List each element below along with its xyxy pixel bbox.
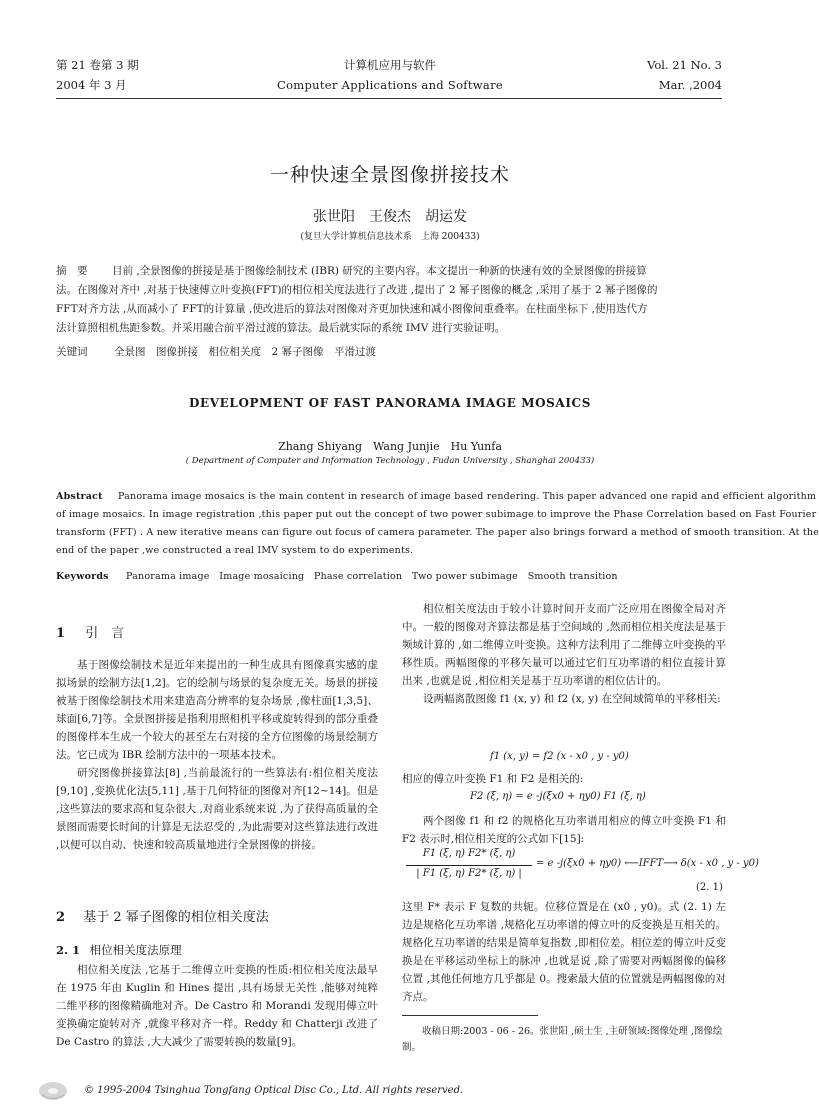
equation-1: f1 (x, y) = f2 (x - x0 , y - y0)	[490, 751, 629, 762]
section-2-heading	[56, 906, 269, 925]
right-para-5-text: 这里 F* 表示 F 复数的共轭。位移位置是在 (x0 , y0)。式 (2. 1) 左边是规格化互功率谱 ,规格化互功率谱的傅立叶的反变换是互相关的。规格化互功率谱的结果是简单复指数 ,即相位差。相位差的傅立叶反变换是在平移运动坐标上的脉冲 ,也就是说 ,除了需要对两幅图像的偏移位置 ,其他任何地方几乎都是 0。搜索最大值的位置就是两幅图像的对齐点。	[402, 901, 726, 1003]
authors-cn: 张世阳 王俊杰 胡运发	[313, 209, 467, 225]
footnote: 收稿日期:2003 - 06 - 26。张世阳 ,硕士生 ,主研领域:图像处理 ,图像绘制。	[402, 1026, 723, 1053]
equation-3-right: = e -j(ξx0 + ηy0) ⟵IFFT⟶ δ(x - x0 , y - y0)	[536, 858, 759, 869]
copyright: © 1995-2004 Tsinghua Tongfang Optical Disc Co., Ltd. All rights reserved.	[84, 1085, 464, 1096]
abstract-label-cn: 摘 要	[56, 265, 88, 277]
keywords-label-cn: 关键词	[56, 346, 88, 358]
journal-cn: 计算机应用与软件	[344, 58, 436, 72]
journal-en: Computer Applications and Software	[276, 78, 503, 92]
date-cn: 2004 年 3 月	[56, 78, 127, 92]
affiliation-cn: (复旦大学计算机信息技术系 上海 200433)	[300, 232, 480, 242]
section-2-number: 2	[56, 910, 66, 925]
section-1-body	[56, 656, 378, 854]
right-para-3	[402, 770, 726, 788]
right-para-2-text: 设两幅离散图像 f1 (x, y) 和 f2 (x, y) 在空间域简单的平移相关:	[423, 693, 721, 705]
issue-cn: 第 21 卷第 3 期	[56, 58, 139, 72]
subsection-2-1-body	[56, 961, 378, 1051]
equation-3-denominator: | F1 (ξ, η) F2* (ξ, η) |	[416, 868, 522, 879]
authors-en: Zhang Shiyang Wang Junjie Hu Yunfa	[278, 440, 502, 453]
subsection-2-1-para: 相位相关度法 ,它基于二维傅立叶变换的性质:相位相关度法最早在 1975 年由 Kuglin 和 Hines 提出 ,具有场景无关性 ,能够对纯粹二维平移的图像精确地对齐。De Castro 和 Morandi 发现用傅立叶变换确定旋转对齐 ,就像平移对齐一样。Reddy 和 Chatterji 改进了 De Castro 的算法 ,大大减少了需要转换的数量[9]。	[56, 964, 378, 1048]
subsection-2-1-heading	[56, 942, 182, 958]
vol-en: Vol. 21 No. 3	[647, 58, 722, 72]
section-1-title: 引 言	[85, 626, 125, 641]
abstract-cn-line-2: 法。在图像对齐中 ,对基于快速傅立叶变换(FFT)的相位相关度法进行了改进 ,提出了 2 幂子图像的概念 ,采用了基于 2 幂子图像的	[56, 284, 658, 296]
abstract-en-line-1: Panorama image mosaics is the main content in research of image based rendering. This paper advanced one rapid and efficient algorithm	[118, 491, 817, 502]
subsection-2-1-title: 相位相关度法原理	[89, 943, 182, 957]
abstract-cn-line-3: FFT对齐方法 ,从而减小了 FFT的计算量 ,使改进后的算法对图像对齐更加快速和减小图像间重叠率。在柱面坐标下 ,使用迭代方	[56, 303, 648, 315]
date-en: Mar. ,2004	[658, 78, 722, 92]
abstract-en-line-2: of image mosaics. In image registration ,this paper put out the concept of two power subimage to improve the Phase Correlation based on Fast Fourier	[56, 509, 817, 520]
paper-title-en: DEVELOPMENT OF FAST PANORAMA IMAGE MOSAICS	[189, 396, 591, 410]
keywords-en: Panorama image Image mosaicing Phase correlation Two power subimage Smooth transition	[126, 571, 618, 582]
abstract-label-en	[56, 488, 103, 506]
section-1-number: 1	[56, 626, 66, 641]
right-para-3-text: 相应的傅立叶变换 F1 和 F2 是相关的:	[402, 773, 584, 785]
abstract-cn-line-1: 目前 ,全景图像的拼接是基于图像绘制技术 (IBR) 研究的主要内容。本文提出一种新的快速有效的全景图像的拼接算	[112, 265, 647, 277]
equation-3-label: (2. 1)	[696, 882, 723, 893]
section-2-title: 基于 2 幂子图像的相位相关度法	[83, 910, 269, 925]
abstract-label-en-text: Abstract	[56, 491, 103, 502]
paper-title-cn: 一种快速全景图像拼接技术	[269, 164, 510, 186]
right-para-1	[402, 600, 726, 708]
section-1-heading	[56, 622, 124, 641]
keywords-label-en-text: Keywords	[56, 571, 109, 582]
footnote-rule	[402, 1015, 538, 1016]
keywords-label-en	[56, 568, 109, 586]
abstract-en-line-4: end of the paper ,we constructed a real IMV system to do experiments.	[56, 545, 414, 556]
equation-3-numerator: F1 (ξ, η) F2* (ξ, η)	[422, 848, 516, 859]
right-para-4	[402, 812, 726, 848]
subsection-2-1-number: 2. 1	[56, 943, 81, 957]
section-1-para-1: 基于图像绘制技术是近年来提出的一种生成具有图像真实感的虚拟场景的绘制方法[1,2]。它的绘制与场景的复杂度无关。场景的拼接被基于图像绘制技术用来建造高分辨率的复杂场景 ,像柱面[1,3,5]、球面[6,7]等。全景图拼接是指利用照相机平移或旋转得到的部分重叠的图像样本生成一个较大的甚至左右对接的全方位图像的场景绘制方法。它已成为 IBR 绘制方法中的一项基本技术。	[56, 659, 378, 761]
publisher-logo	[38, 1080, 68, 1102]
abstract-cn-line-4: 法计算照相机焦距参数。并采用融合前平滑过渡的算法。最后就实际的系统 IMV 进行实验证明。	[56, 322, 506, 334]
section-1-para-2: 研究图像拼接算法[8] ,当前最流行的一些算法有:相位相关度法[9,10] ,变换优化法[5,11] ,基于几何特征的图像对齐[12~14]。但是 ,这些算法的要求高和复杂很大 ,对商业系统来说 ,为了获得高质量的全景图而需要长时间的计算是无法忍受的 ,为此需要对这些算法进行改进 ,以便可以自动、快速和较高质量地进行全景图像的拼接。	[56, 767, 378, 851]
right-para-4-text: 两个图像 f1 和 f2 的规格化互功率谱用相应的傅立叶变换 F1 和 F2 表示时,相位相关度的公式如下[15]:	[402, 815, 726, 845]
equation-2: F2 (ξ, η) = e -j(ξx0 + ηy0) F1 (ξ, η)	[470, 791, 646, 802]
equation-3-fraction-bar	[406, 865, 532, 866]
disc-logo-icon	[38, 1080, 68, 1102]
right-para-1-text: 相位相关度法由于较小计算时间开支而广泛应用在图像全局对齐中。一般的图像对齐算法都是基于空间域的 ,然而相位相关度法是基于频域计算的 ,如二维傅立叶变换。这种方法利用了二维傅立叶变换的平移性质。两幅图像的平移矢量可以通过它们互功率谱的相位直接计算出来 ,也就是说 ,相位相关是基于互功率谱的相位估计的。	[402, 603, 726, 687]
abstract-en-line-3: transform (FFT) . A new iterative means can figure out focus of camera parameter. The paper also brings forward a method of smooth transition. At the	[56, 527, 819, 538]
right-para-5	[402, 898, 726, 1006]
header-rule	[56, 98, 722, 99]
keywords-cn: 全景图 图像拼接 相位相关度 2 幂子图像 平滑过渡	[114, 346, 377, 358]
affiliation-en: ( Department of Computer and Information Technology , Fudan University , Shanghai 200433)	[185, 456, 595, 466]
